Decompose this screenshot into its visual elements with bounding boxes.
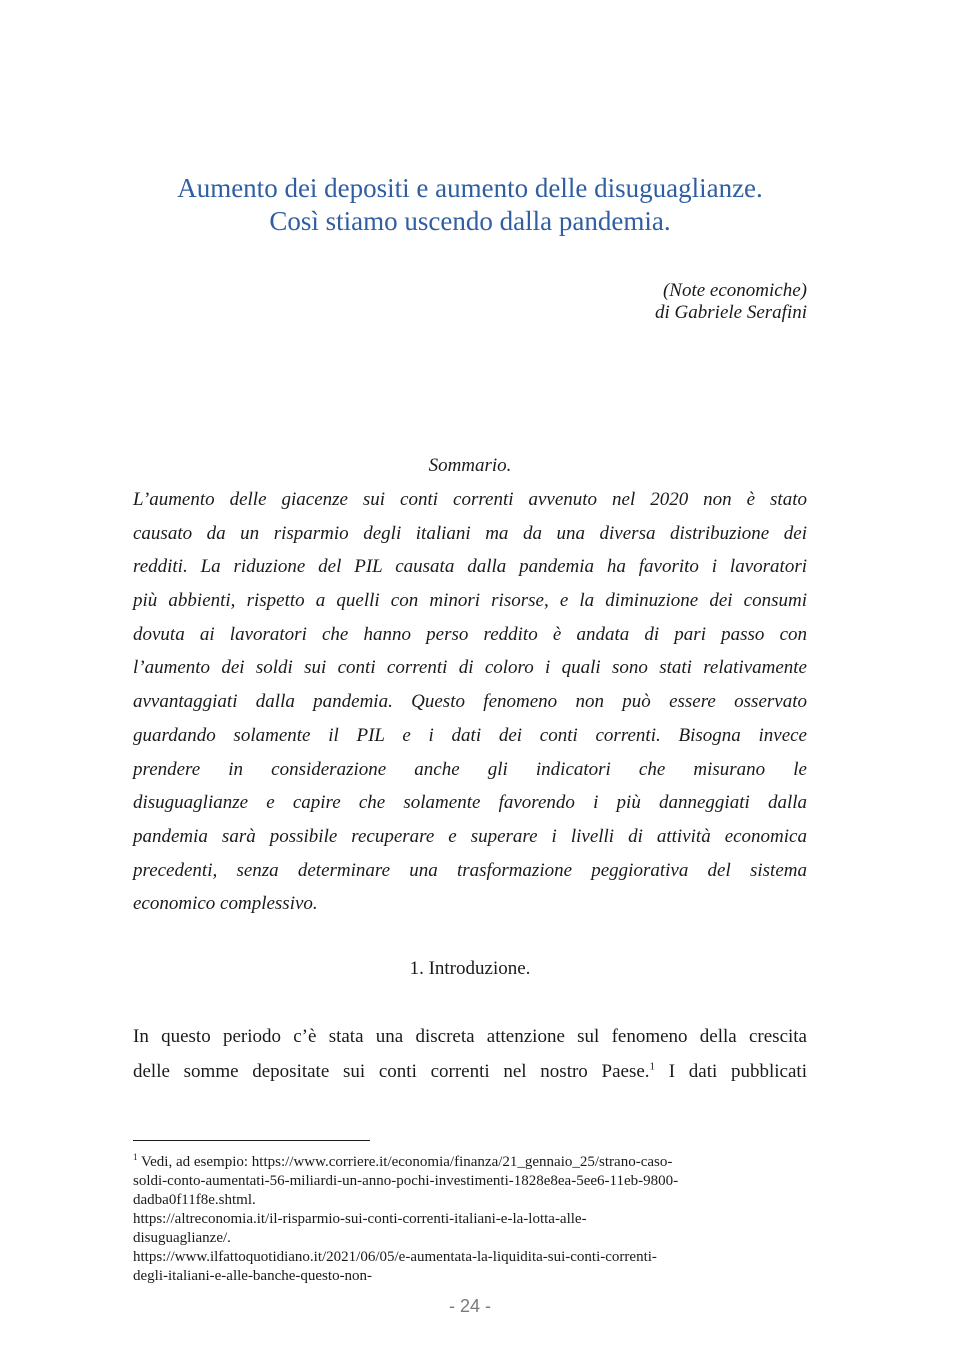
introduction-paragraph	[133, 1025, 807, 1095]
footnote-reference-link[interactable]: 1	[649, 1060, 656, 1073]
footnote-line: soldi-conto-aumentati-56-miliardi-un-anno-pochi-investimenti-1828e8ea-5ee6-11eb-9800-	[133, 1173, 679, 1189]
summary-line: più abbienti, rispetto a quelli con minori risorse, e la diminuzione dei consumi	[133, 590, 807, 612]
article-title	[133, 172, 807, 238]
footnote-line: dadba0f11f8e.shtml.	[133, 1192, 256, 1208]
summary-line: prendere in considerazione anche gli indicatori che misurano le	[133, 758, 807, 780]
summary-line: pandemia sarà possibile recuperare e superare i livelli di attività economica	[133, 825, 807, 847]
footnote-line: degli-italiani-e-alle-banche-questo-non-	[133, 1268, 373, 1284]
footnote-line: disuguaglianze/.	[133, 1230, 231, 1246]
summary-paragraph	[133, 488, 807, 926]
footnote-link[interactable]: https://altreconomia.it/il-risparmio-sui-conti-correnti-italiani-e-la-lotta-alle-	[133, 1211, 587, 1227]
title-line-1: Aumento dei depositi e aumento delle disuguaglianze.	[177, 173, 763, 203]
summary-heading: Sommario.	[428, 455, 512, 476]
title-line-2: Così stiamo uscendo dalla pandemia.	[269, 206, 671, 236]
footnote-link[interactable]: https://www.ilfattoquotidiano.it/2021/06/05/e-aumentata-la-liquidita-sui-conti-correnti-	[133, 1249, 657, 1265]
byline-author: di Gabriele Serafini	[655, 302, 807, 323]
summary-line: l’aumento dei soldi sui conti correnti di coloro i quali sono stati relativamente	[133, 657, 807, 679]
body-text: I dati pubblicati	[655, 1061, 807, 1082]
footnote-marker: 1	[133, 1152, 138, 1162]
footnote-text: Vedi, ad esempio: https://www.corriere.it/economia/finanza/21_gennaio_25/strano-caso-	[137, 1154, 673, 1170]
byline	[655, 280, 807, 324]
summary-line: dovuta ai lavoratori che hanno perso reddito è andata di pari passo con	[133, 623, 807, 645]
page-number: - 24 -	[448, 1296, 491, 1316]
body-line: In questo periodo c’è stata una discreta attenzione sul fenomeno della crescita	[133, 1026, 807, 1047]
summary-line: disuguaglianze e capire che solamente favorendo i più danneggiati dalla	[133, 792, 807, 814]
summary-line: redditi. La riduzione del PIL causata dalla pandemia ha favorito i lavoratori	[133, 556, 807, 578]
footnote	[133, 1153, 807, 1286]
footnote-line	[133, 1153, 807, 1172]
summary-line: economico complessivo.	[133, 893, 318, 915]
summary-line: avvantaggiati dalla pandemia. Questo fenomeno non può essere osservato	[133, 691, 807, 713]
section-heading-introduction: 1. Introduzione.	[409, 958, 531, 979]
summary-line: causato da un risparmio degli italiani ma da una diversa distribuzione dei	[133, 522, 807, 544]
byline-series: (Note economiche)	[662, 280, 807, 301]
footnote-separator	[133, 1140, 370, 1141]
summary-line: precedenti, senza determinare una trasformazione peggiorativa del sistema	[133, 859, 807, 881]
body-text: delle somme depositate sui conti correnti nel nostro Paese.	[133, 1061, 650, 1082]
body-line	[133, 1060, 807, 1095]
summary-line: L’aumento delle giacenze sui conti correnti avvenuto nel 2020 non è stato	[133, 489, 807, 510]
summary-line: guardando solamente il PIL e i dati dei conti correnti. Bisogna invece	[133, 724, 807, 746]
